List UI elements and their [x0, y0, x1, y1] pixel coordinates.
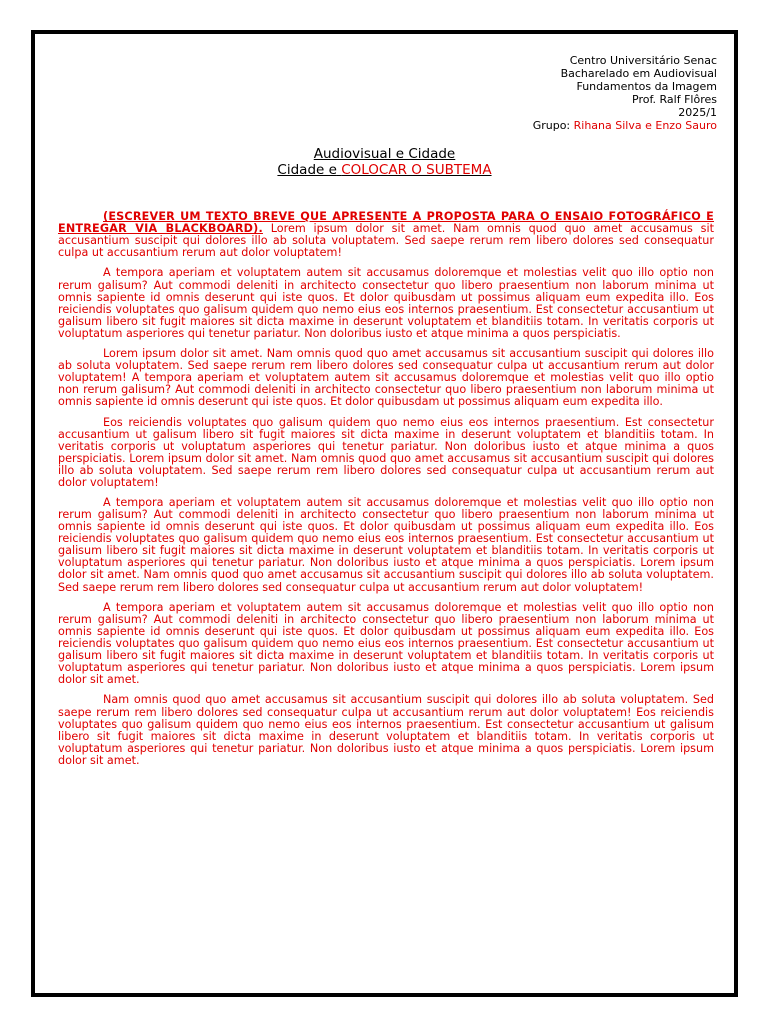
document-body — [58, 211, 714, 775]
institution-name: Centro Universitário Senac — [569, 54, 717, 67]
document-title: Audiovisual e Cidade — [313, 146, 456, 162]
subtitle-placeholder: COLOCAR O SUBTEMA — [341, 162, 492, 178]
body-paragraph: A tempora aperiam et voluptatem autem sit accusamus doloremque et molestias velit quo illo optio non rerum galisum? Aut commodi deleniti in architecto consectetur quo libero praesentium non laborum minima ut omnis sapiente id omnis deserunt qui iste quos. Et dolor quibusdam ut possimus aliquam eum expedita illo. Eos reiciendis voluptates quo galisum quidem quo nemo eius eos internos praesentium. Est consectetur accusantium ut galisum libero sit fugit maiores sit dicta maxime in deserunt voluptatem et blanditiis totam. In veritatis corporis ut voluptatum asperiores qui tenetur pariatur. Non doloribus iusto et atque minima a quos perspiciatis. Lorem ipsum dolor sit amet. — [58, 600, 714, 687]
discipline-name: Fundamentos da Imagem — [576, 80, 717, 93]
course-name: Bacharelado em Audiovisual — [560, 67, 717, 80]
professor-name: Prof. Ralf Flôres — [632, 93, 717, 106]
document-subtitle — [35, 162, 734, 178]
document-page — [31, 30, 738, 997]
group-label: Grupo: — [532, 119, 571, 132]
body-paragraph: A tempora aperiam et voluptatem autem sit accusamus doloremque et molestias velit quo illo optio non rerum galisum? Aut commodi deleniti in architecto consectetur quo libero praesentium non laborum minima ut omnis sapiente id omnis deserunt qui iste quos. Et dolor quibusdam ut possimus aliquam eum expedita illo. Eos reiciendis voluptates quo galisum quidem quo nemo eius eos internos praesentium. Est consectetur accusantium ut galisum libero sit fugit maiores sit dicta maxime in deserunt voluptatem et blanditiis totam. In veritatis corporis ut voluptatum asperiores qui tenetur pariatur. Non doloribus iusto et atque minima a quos perspiciatis. — [58, 266, 714, 340]
group-line — [533, 119, 717, 132]
title-block — [35, 146, 734, 178]
body-paragraph: A tempora aperiam et voluptatem autem sit accusamus doloremque et molestias velit quo illo optio non rerum galisum? Aut commodi deleniti in architecto consectetur quo libero praesentium non laborum minima ut omnis sapiente id omnis deserunt qui iste quos. Et dolor quibusdam ut possimus aliquam eum expedita illo. Eos reiciendis voluptates quo galisum quidem quo nemo eius eos internos praesentium. Est consectetur accusantium ut galisum libero sit fugit maiores sit dicta maxime in deserunt voluptatem et blanditiis totam. In veritatis corporis ut voluptatum asperiores qui tenetur pariatur. Non doloribus iusto et atque minima a quos perspiciatis. Lorem ipsum dolor sit amet. Nam omnis quod quo amet accusamus sit accusantium suscipit qui dolores illo ab soluta voluptatem. Sed saepe rerum rem libero dolores sed consequatur culpa ut accusantium rerum aut dolor voluptatem! — [58, 496, 714, 594]
document-header — [533, 54, 717, 132]
term: 2025/1 — [678, 106, 717, 119]
body-paragraph: Eos reiciendis voluptates quo galisum quidem quo nemo eius eos internos praesentium. Est consectetur accusantium ut galisum libero sit fugit maiores sit dicta maxime in deserunt voluptatem et blanditiis totam. In veritatis corporis ut voluptatum asperiores qui tenetur pariatur. Non doloribus iusto et atque minima a quos perspiciatis. Lorem ipsum dolor sit amet. Nam omnis quod quo amet accusamus sit accusantium suscipit qui dolores illo ab soluta voluptatem. Sed saepe rerum rem libero dolores sed consequatur culpa ut accusantium rerum aut dolor voluptatem! — [58, 415, 714, 489]
subtitle-prefix: Cidade e — [277, 162, 337, 178]
body-paragraph: Lorem ipsum dolor sit amet. Nam omnis quod quo amet accusamus sit accusantium suscipit qui dolores illo ab soluta voluptatem. Sed saepe rerum rem libero dolores sed consequatur culpa ut accusantium rerum aut dolor voluptatem! A tempora aperiam et voluptatem autem sit accusamus doloremque et molestias velit quo illo optio non rerum galisum? Aut commodi deleniti in architecto consectetur quo libero praesentium non laborum minima ut omnis sapiente id omnis deserunt qui iste quos. Et dolor quibusdam ut possimus aliquam eum expedita illo. — [58, 347, 714, 409]
intro-paragraph — [58, 211, 714, 259]
intro-text: Lorem ipsum dolor sit amet. Nam omnis quod quo amet accusamus sit accusantium suscipit qui dolores illo ab soluta voluptatem. Sed saepe rerum rem libero dolores sed consequatur culpa ut accusantium rerum aut dolor voluptatem! — [58, 222, 714, 260]
instruction-text: (ESCREVER UM TEXTO BREVE QUE APRESENTE A PROPOSTA PARA O ENSAIO FOTOGRÁFICO E ENTREGAR VIA BLACKBOARD). — [58, 210, 714, 236]
body-paragraph: Nam omnis quod quo amet accusamus sit accusantium suscipit qui dolores illo ab soluta voluptatem. Sed saepe rerum rem libero dolores sed consequatur culpa ut accusantium rerum aut dolor voluptatem! Eos reiciendis voluptates quo galisum quidem quo nemo eius eos internos praesentium. Est consectetur accusantium ut galisum libero sit fugit maiores sit dicta maxime in deserunt voluptatem et blanditiis totam. In veritatis corporis ut voluptatum asperiores qui tenetur pariatur. Non doloribus iusto et atque minima a quos perspiciatis. Lorem ipsum dolor sit amet. — [58, 693, 714, 767]
group-members: Rihana Silva e Enzo Sauro — [573, 119, 717, 132]
